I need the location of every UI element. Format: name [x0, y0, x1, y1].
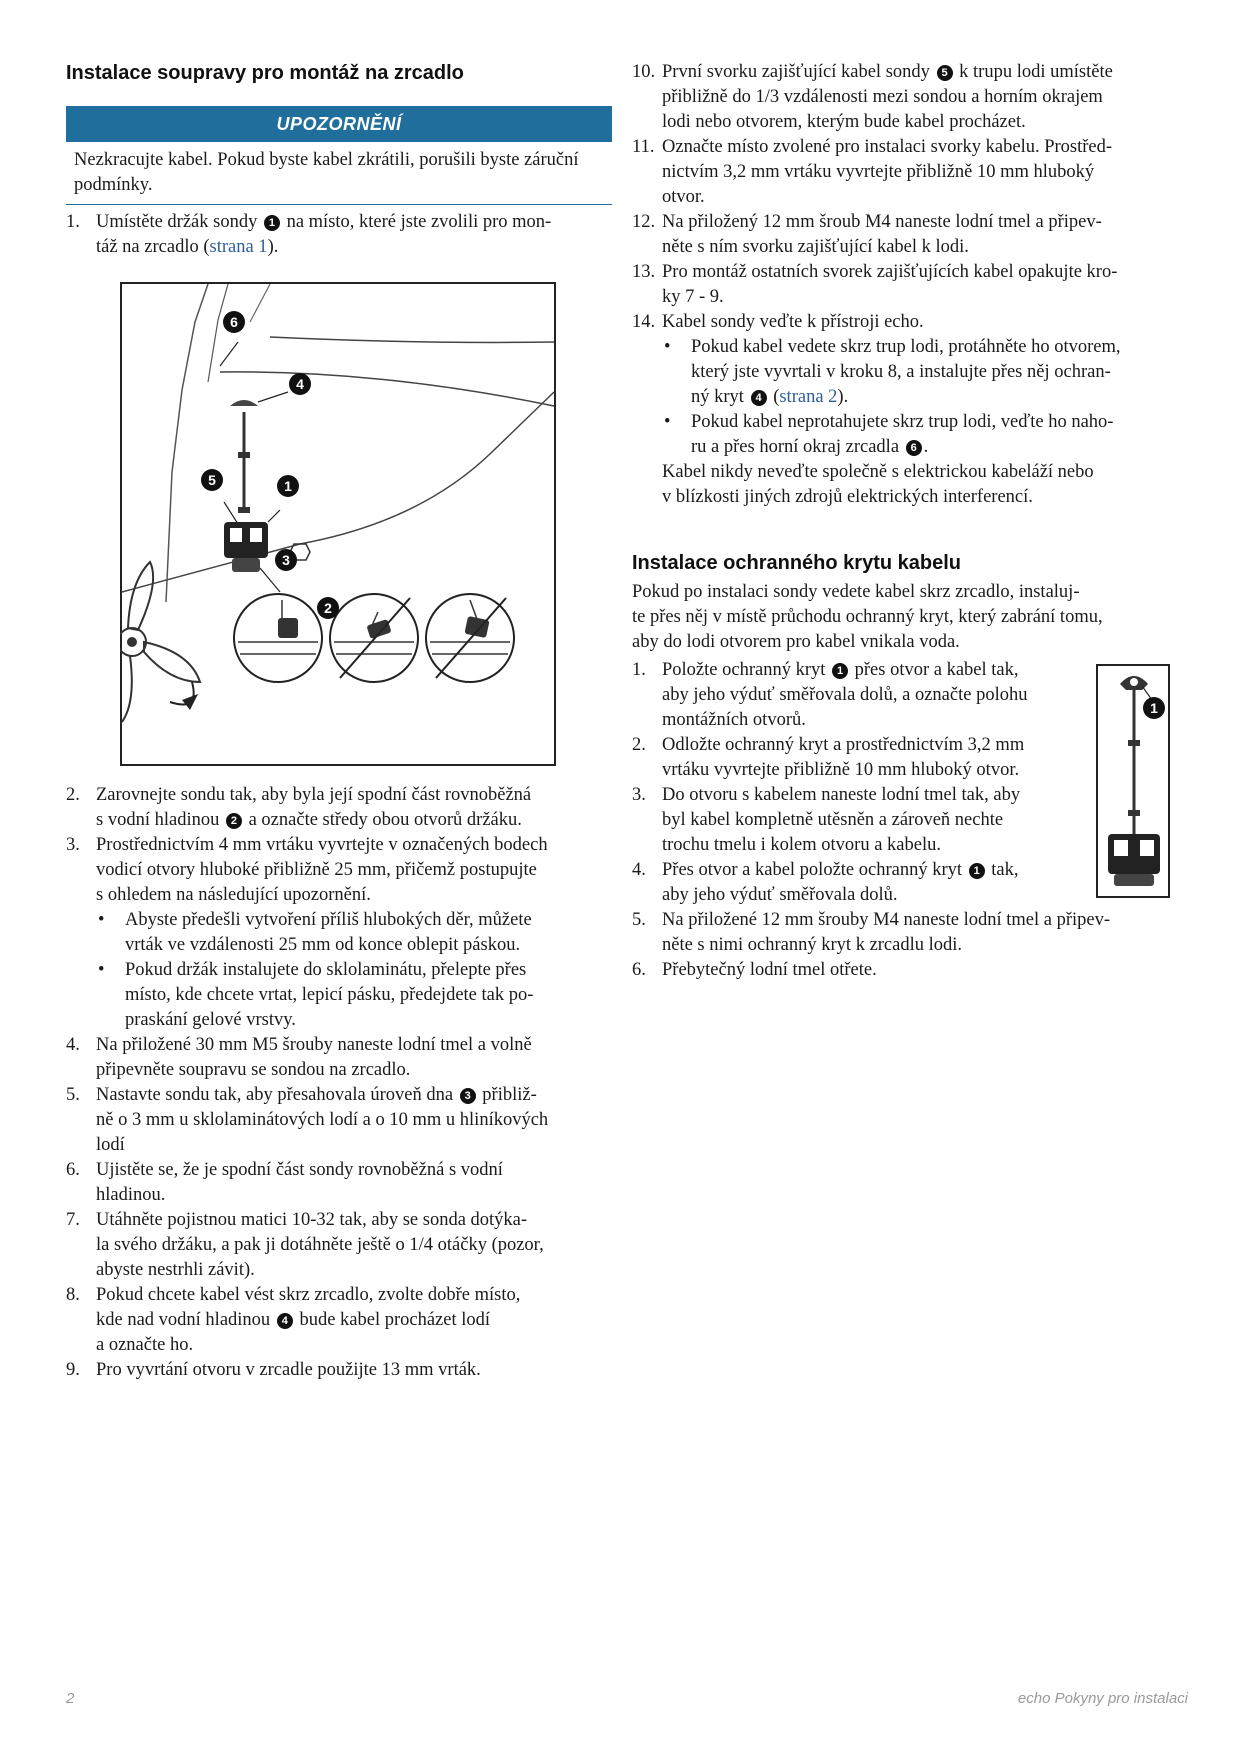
figure-callout-6: 6 [230, 314, 238, 330]
figure-callout-5: 5 [208, 472, 216, 488]
transom-diagram [120, 282, 556, 766]
bullet-tape-drill: • Abyste předešli vytvoření příliš hlubokých děr, můžete vrták ve vzdálenosti 25 mm od konce oblepit páskou. [98, 910, 532, 955]
section-heading: Instalace soupravy pro montáž na zrcadlo [66, 62, 464, 84]
callout-5: 5 [937, 65, 953, 81]
step-10: 10. První svorku zajišťující kabel sondy 5 k trupu lodi umístěte přibližně do 1/3 vzdálenosti mezi sondou a horním okrajem lodi nebo otvorem, kterým bude kabel procházet. [632, 62, 1113, 132]
cable-cover-figure [1096, 664, 1170, 903]
step-6: 6. Ujistěte se, že je spodní část sondy rovnoběžná s vodní hladinou. [66, 1160, 503, 1205]
warning-text: Nezkracujte kabel. Pokud byste kabel zkrátili, porušili byste záruční podmínky. [66, 142, 612, 205]
link-strana-2[interactable]: strana 2 [779, 387, 838, 407]
callout-1: 1 [264, 215, 280, 231]
warning-title: UPOZORNĚNÍ [66, 106, 612, 142]
steps-list-left [66, 783, 612, 1383]
figure-callout-1: 1 [284, 478, 292, 494]
link-strana-1[interactable]: strana 1 [209, 237, 268, 257]
cover-intro: Pokud po instalaci sondy vedete kabel skrz zrcadlo, instaluj- te přes něj v místě průchodu ochranný kryt, který zabrání tomu, aby do lodi otvorem pro kabel vnikala voda. [632, 582, 1103, 652]
step-4: 4. Na přiložené 30 mm M5 šrouby naneste lodní tmel a volně připevněte soupravu se sondou na zrcadlo. [66, 1035, 532, 1080]
cover-step-4: 4. Přes otvor a kabel položte ochranný kryt 1 tak, aby jeho výduť směřovala dolů. [632, 860, 1019, 905]
step-5: 5. Nastavte sondu tak, aby přesahovala úroveň dna 3 přibliž- ně o 3 mm u sklolaminátových lodí a o 10 mm u hliníkových lodí [66, 1085, 549, 1155]
cover-step-5: 5. Na přiložené 12 mm šrouby M4 naneste lodní tmel a připev- něte s nimi ochranný kryt k zrcadlu lodi. [632, 910, 1111, 955]
step-14: 14. Kabel sondy veďte k přístroji echo. [632, 312, 924, 332]
step-2: 2. Zarovnejte sondu tak, aby byla její spodní část rovnoběžná s vodní hladinou 2 a označte středy obou otvorů držáku. [66, 785, 532, 830]
callout-3: 3 [460, 1088, 476, 1104]
cable-cover-diagram [1096, 664, 1170, 898]
figure-callout-4: 4 [296, 376, 304, 392]
callout-2: 2 [226, 813, 242, 829]
figure-callout-3: 3 [282, 552, 290, 568]
step-3: 3. Prostřednictvím 4 mm vrtáku vyvrtejte v označených bodech vodicí otvory hluboké přibližně 25 mm, přičemž postupujte s ohledem na následující upozornění. [66, 835, 548, 905]
steps-list-right [632, 60, 1188, 510]
step-9: 9. Pro vyvrtání otvoru v zrcadle použijte 13 mm vrták. [66, 1360, 481, 1380]
cover-step-6: 6. Přebytečný lodní tmel otřete. [632, 960, 877, 980]
callout-1b: 1 [832, 663, 848, 679]
bullet-fiberglass: • Pokud držák instalujete do sklolaminátu, přelepte přes místo, kde chcete vrtat, lepicí pásku, předejdete tak po- praskání gelové vrstvy. [98, 960, 534, 1030]
section-heading-cover: Instalace ochranného krytu kabelu [632, 552, 961, 574]
page-number: 2 [66, 1690, 75, 1707]
step-1: 1. Umístěte držák sondy 1 na místo, které jste zvolili pro mon- táž na zrcadlo (strana 1). [66, 212, 552, 257]
step-11: 11. Označte místo zvolené pro instalaci svorky kabelu. Prostřed- nictvím 3,2 mm vrtáku vyvrtejte přibližně 10 mm hluboký otvor. [632, 137, 1113, 207]
callout-1c: 1 [969, 863, 985, 879]
warning-box [66, 106, 612, 205]
step-8: 8. Pokud chcete kabel vést skrz zrcadlo, zvolte dobře místo, kde nad vodní hladinou 4 bude kabel procházet lodí a označte ho. [66, 1285, 521, 1355]
callout-4: 4 [277, 1313, 293, 1329]
footer-title: echo Pokyny pro instalaci [1017, 1690, 1188, 1707]
interference-note: Kabel nikdy neveďte společně s elektrickou kabeláží nebo v blízkosti jiných zdrojů elektrických interferencí. [662, 462, 1094, 507]
step-12: 12. Na přiložený 12 mm šroub M4 naneste lodní tmel a připev- něte s ním svorku zajišťující kabel k lodi. [632, 212, 1102, 257]
cover-step-3: 3. Do otvoru s kabelem naneste lodní tmel tak, aby byl kabel kompletně utěsněn a zároveň nechte trochu tmelu i kolem otvoru a kabelu. [632, 785, 1021, 855]
bullet-over-transom: • Pokud kabel neprotahujete skrz trup lodi, veďte ho naho- ru a přes horní okraj zrcadla 6 . [664, 412, 1114, 457]
figure-callout-2: 2 [324, 600, 332, 616]
callout-4b: 4 [751, 390, 767, 406]
cover-step-2: 2. Odložte ochranný kryt a prostřednictvím 3,2 mm vrtáku vyvrtejte přibližně 10 mm hluboký otvor. [632, 735, 1025, 780]
callout-6: 6 [906, 440, 922, 456]
step-7: 7. Utáhněte pojistnou matici 10-32 tak, aby se sonda dotýka- la svého držáku, a pak ji dotáhněte ještě o 1/4 otáčky (pozor, abyste nestrhli závit). [66, 1210, 544, 1280]
bullet-through-hull: • Pokud kabel vedete skrz trup lodi, protáhněte ho otvorem, který jste vyvrtali v kroku 8, a instalujte přes něj ochran- ný kryt 4 (strana 2). [664, 337, 1121, 407]
figure2-callout-1: 1 [1150, 700, 1158, 716]
transducer-mount-figure [120, 282, 556, 771]
step-13: 13. Pro montáž ostatních svorek zajišťujících kabel opakujte kro- ky 7 - 9. [632, 262, 1118, 307]
cover-step-1: 1. Položte ochranný kryt 1 přes otvor a kabel tak, aby jeho výduť směřovala dolů, a označte polohu montážních otvorů. [632, 660, 1028, 730]
